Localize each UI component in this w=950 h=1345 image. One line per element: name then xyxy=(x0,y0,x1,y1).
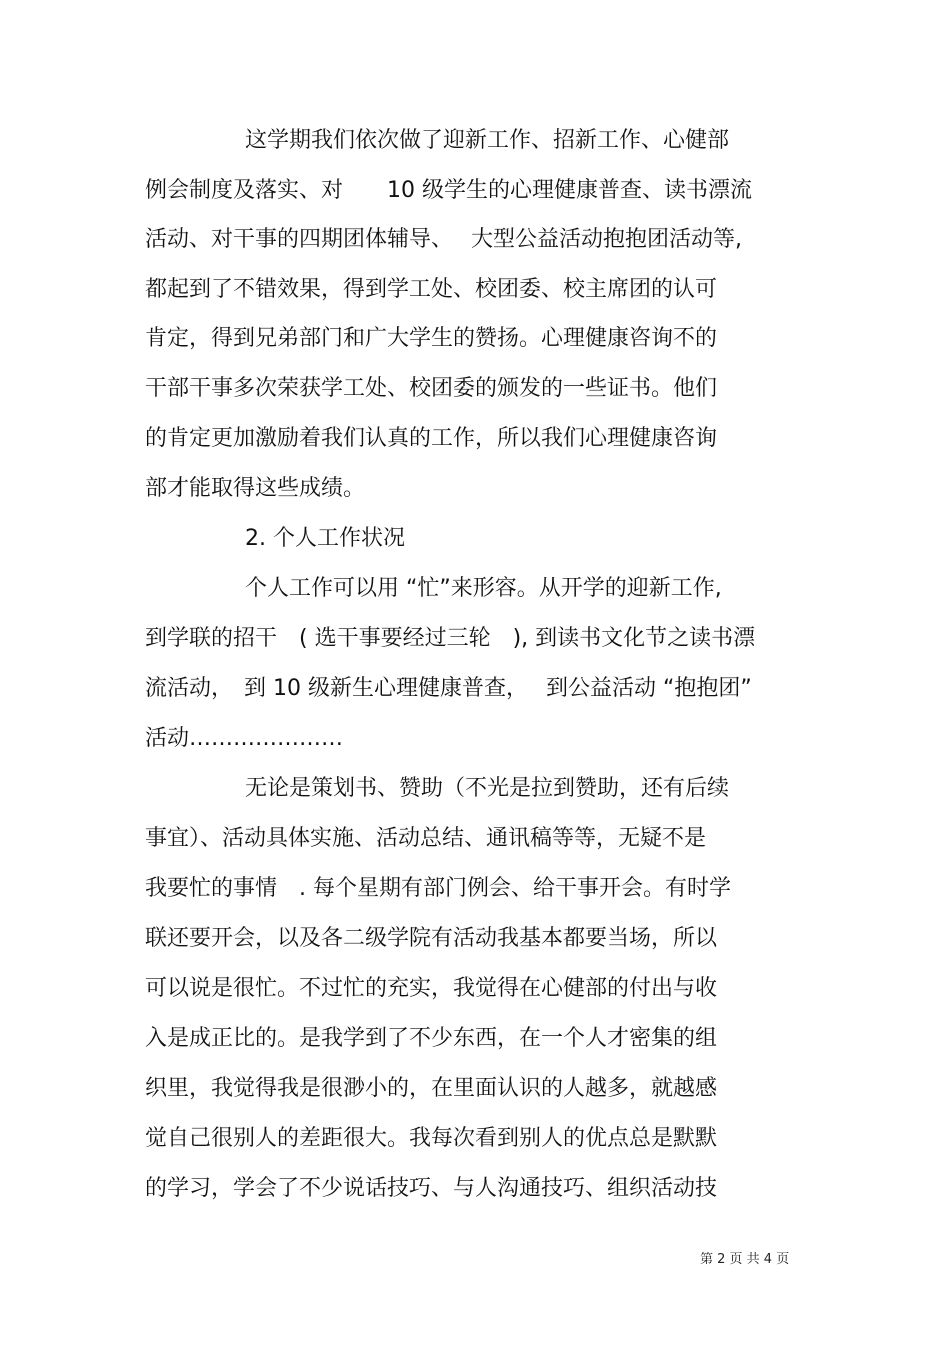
paragraph-line: 的肯定更加激励着我们认真的工作，所以我们心理健康咨询 xyxy=(145,426,718,451)
paragraph-line: 活动………………… xyxy=(145,726,344,751)
paragraph-line: 我要忙的事情 . 每个星期有部门例会、给干事开会。有时学 xyxy=(145,876,731,901)
paragraph-line: 无论是策划书、赞助（不光是拉到赞助，还有后续 xyxy=(245,776,730,801)
paragraph-line: 事宜）、活动具体实施、活动总结、通讯稿等等，无疑不是 xyxy=(145,826,707,851)
section-heading: 2. 个人工作状况 xyxy=(245,526,405,551)
paragraph-line: 这学期我们依次做了迎新工作、招新工作、心健部 xyxy=(245,128,730,153)
paragraph-line: 流活动， 到 10 级新生心理健康普查， 到公益活动 “抱抱团” xyxy=(145,676,752,701)
paragraph-line: 例会制度及落实、对 10 级学生的心理健康普查、读书漂流 xyxy=(145,178,752,203)
paragraph-line: 可以说是很忙。不过忙的充实，我觉得在心健部的付出与收 xyxy=(145,976,718,1001)
paragraph-line: 干部干事多次荣获学工处、校团委的颁发的一些证书。他们 xyxy=(145,376,718,401)
paragraph-line: 活动、对干事的四期团体辅导、 大型公益活动抱抱团活动等, xyxy=(145,227,742,252)
paragraph-line: 部才能取得这些成绩。 xyxy=(145,476,366,501)
paragraph-line: 入是成正比的。是我学到了不少东西，在一个人才密集的组 xyxy=(145,1026,718,1051)
paragraph-line: 织里，我觉得我是很渺小的，在里面认识的人越多，就越感 xyxy=(145,1076,718,1101)
page-number: 第 2 页 共 4 页 xyxy=(700,1252,790,1267)
paragraph-line: 个人工作可以用 “忙”来形容。从开学的迎新工作, xyxy=(245,576,722,601)
paragraph-line: 都起到了不错效果，得到学工处、校团委、校主席团的认可 xyxy=(145,277,718,302)
paragraph-line: 肯定，得到兄弟部门和广大学生的赞扬。心理健康咨询不的 xyxy=(145,326,718,351)
paragraph-line: 联还要开会，以及各二级学院有活动我基本都要当场，所以 xyxy=(145,926,718,951)
paragraph-line: 到学联的招干 ( 选干事要经过三轮 ), 到读书文化节之读书漂 xyxy=(145,626,756,651)
paragraph-line: 觉自己很别人的差距很大。我每次看到别人的优点总是默默 xyxy=(145,1126,718,1151)
paragraph-line: 的学习，学会了不少说话技巧、与人沟通技巧、组织活动技 xyxy=(145,1176,718,1201)
